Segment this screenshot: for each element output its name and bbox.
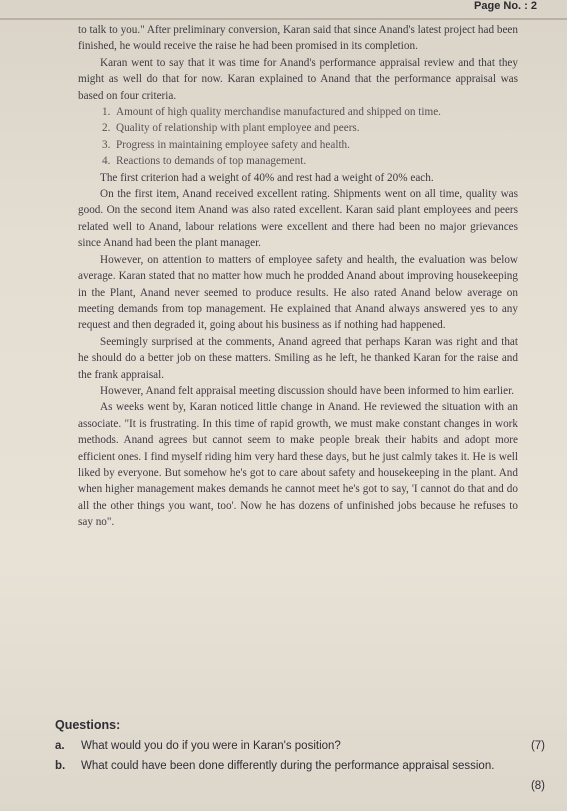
case-study-text bbox=[78, 22, 518, 531]
question-item bbox=[55, 736, 545, 756]
paragraph-1: to talk to you." After preliminary conversion, Karan said that since Anand's latest project had been finished, he would receive the raise he had been promised in its completion. bbox=[78, 24, 518, 53]
paragraph-5: However, on attention to matters of employee safety and health, the evaluation was below average. Karan stated that no matter how much he prodded Anand about improving housekeeping in the Plant, Anand never seemed to produce results. He also rated Anand below average on meeting demands from top management. He explained that Anand always answered yes to any request and then degraded it, going about his business as if nothing had happened. bbox=[78, 253, 518, 332]
criterion-number: 1. bbox=[102, 106, 111, 119]
criteria-list bbox=[102, 104, 518, 170]
criterion-item bbox=[102, 153, 518, 169]
question-text: What could have been done differently during the performance appraisal session. bbox=[81, 760, 495, 772]
question-letter: b. bbox=[55, 760, 66, 772]
question-text: What would you do if you were in Karan's position? bbox=[81, 740, 341, 752]
criterion-text: Progress in maintaining employee safety and health. bbox=[116, 138, 350, 151]
criterion-item bbox=[102, 120, 518, 136]
question-marks: (8) bbox=[530, 780, 545, 792]
criterion-number: 3. bbox=[102, 138, 111, 151]
criterion-item bbox=[102, 137, 518, 153]
paragraph-3: The first criterion had a weight of 40% and rest had a weight of 20% each. bbox=[100, 171, 434, 184]
criterion-text: Quality of relationship with plant employee and peers. bbox=[116, 122, 360, 135]
criterion-text: Amount of high quality merchandise manufactured and shipped on time. bbox=[116, 106, 441, 119]
paragraph-8: As weeks went by, Karan noticed little change in Anand. He reviewed the situation with an associate. "It is frustrating. In this time of rapid growth, we must make constant changes in work methods. Anand agrees but cannot seem to make people break their habits and adopt more efficient ones. I find myself riding him very hard these days, but he just calmly takes it. He is well liked by everyone. But somehow he's got to care about safety and housekeeping in the plant. And when higher management makes demands he cannot meet he's got to say, 'I cannot do that and do all the other things you want, too'. Now he has dozens of unfinished jobs because he refuses to say no". bbox=[78, 401, 518, 529]
questions-section bbox=[55, 715, 545, 792]
paragraph-4: On the first item, Anand received excellent rating. Shipments went on all time, quality was good. On the second item Anand was also rated excellent. Karan said plant employees and peers related well to Anand, labour relations were excellent and there had been no major grievances since Anand had been the plant manager. bbox=[78, 188, 518, 250]
question-marks: (7) bbox=[530, 740, 545, 752]
criterion-number: 2. bbox=[102, 122, 111, 135]
question-letter: a. bbox=[55, 740, 65, 752]
paragraph-2: Karan went to say that it was time for Anand's performance appraisal review and that they might as well do that for now. Karan explained to Anand that the performance appraisal was based on four criteria. bbox=[78, 56, 518, 102]
paragraph-7: However, Anand felt appraisal meeting discussion should have been informed to him earlier. bbox=[100, 384, 514, 397]
criterion-number: 4. bbox=[102, 155, 111, 168]
questions-heading: Questions: bbox=[55, 718, 121, 732]
page-fold-line bbox=[0, 18, 567, 20]
question-item bbox=[55, 756, 545, 792]
paragraph-6: Seemingly surprised at the comments, Anand agreed that perhaps Karan was right and that he should do a better job on these matters. Smiling as he left, he thanked Karan for the raise and the frank appraisal. bbox=[78, 335, 518, 381]
criterion-text: Reactions to demands of top management. bbox=[116, 155, 307, 168]
criterion-item bbox=[102, 104, 518, 120]
page-number: Page No. : 2 bbox=[474, 0, 537, 12]
